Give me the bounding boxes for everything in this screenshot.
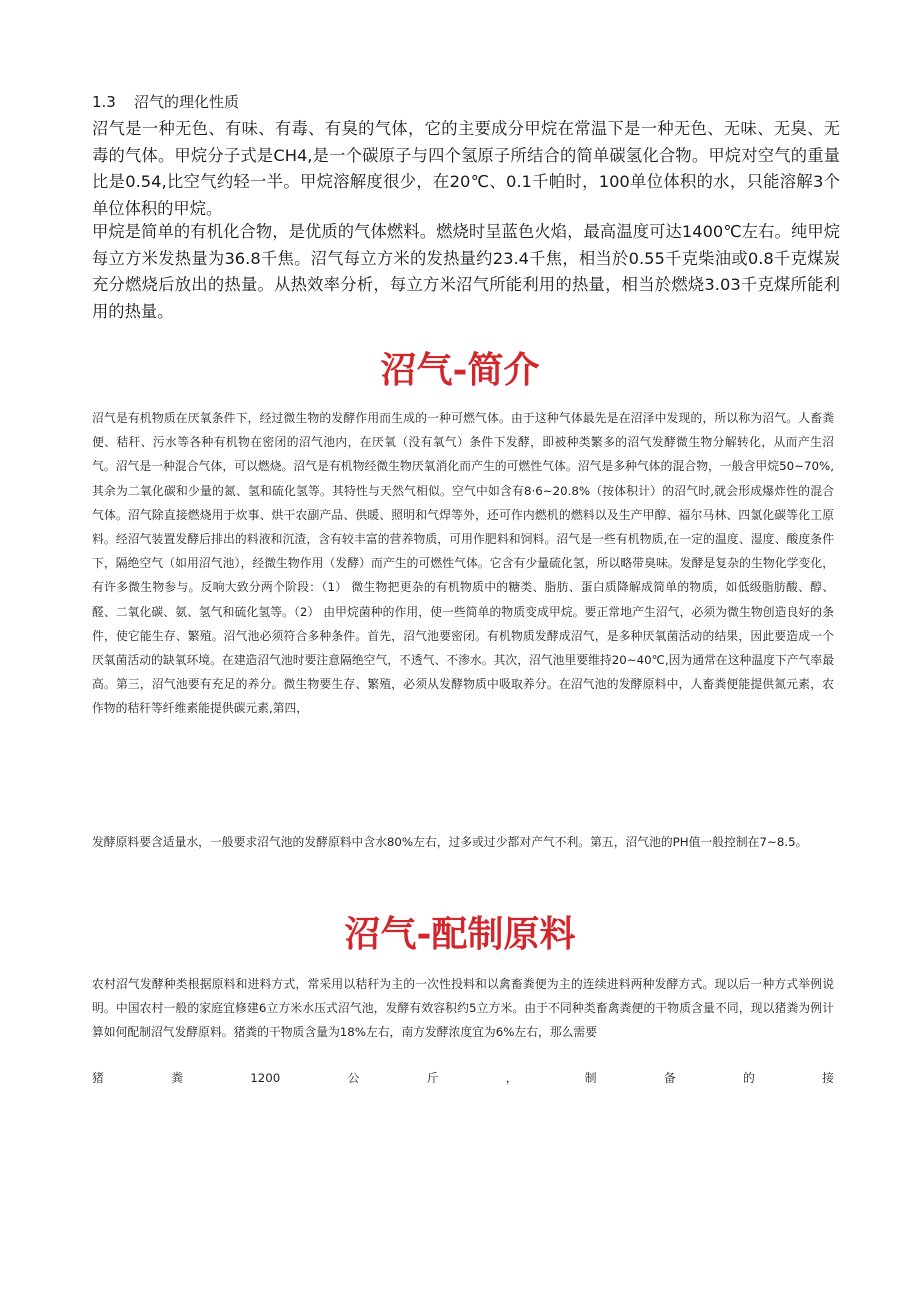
intro-paragraph: 沼气是有机物质在厌氧条件下，经过微生物的发酵作用而生成的一种可燃气体。由于这种气体最先是在沼泽中发现的，所以称为沼气。人畜粪便、秸秆、污水等各种有机物在密闭的沼气池内，在厌氧（没有氧气）条件下发酵，即被种类繁多的沼气发酵微生物分解转化，从而产生沼气。沼气是一种混合气体，可以燃烧。沼气是有机物经微生物厌氧消化而产生的可燃性气体。沼气是多种气体的混合物，一般含甲烷50~70%,其余为二氧化碳和少量的氮、氢和硫化氢等。其特性与天然气相似。空气中如含有8·6~20.8%（按体积计）的沼气时,就会形成爆炸性的混合气体。沼气除直接燃烧用于炊事、烘干农副产品、供暖、照明和气焊等外，还可作内燃机的燃料以及生产甲醇、福尔马林、四氯化碳等化工原料。经沼气装置发酵后排出的料液和沉渣，含有较丰富的营养物质，可用作肥料和饲料。沼气是一些有机物质,在一定的温度、湿度、酸度条件下，隔绝空气（如用沼气池），经微生物作用（发酵）而产生的可燃性气体。它含有少量硫化氢，所以略带臭味。发酵是复杂的生物化学变化，有许多微生物参与。反响大致分两个阶段：（1） 微生物把更杂的有机物质中的糖类、脂肪、蛋白质降解成简单的物质，如低级脂肪酸、醇、醛、二氧化碳、氨、氢气和硫化氢等。（2） 由甲烷菌种的作用，使一些简单的物质变成甲烷。要正常地产生沼气，必须为微生物创造良好的条件，使它能生存、繁殖。沼气池必须符合多种条件。首先，沼气池要密闭。有机物质发酵成沼气，是多种厌氧菌活动的结果，因此要造成一个厌氧菌活动的缺氧环境。在建造沼气池时要注意隔绝空气，不透气、不渗水。其次，沼气池里要维持20~40℃,因为通常在这种温度下产气率最高。第三，沼气池要有充足的养分。微生物要生存、繁殖，必须从发酵物质中吸取养分。在沼气池的发酵原料中，人畜粪便能提供氮元素，农作物的秸秆等纤维素能提供碳元素,第四， [92,411,834,716]
last-line-token: 猪 [92,1071,104,1085]
last-line-token: 接 [822,1071,834,1085]
section-heading-text: 沼气的理化性质 [134,93,240,111]
last-line-token: ， [505,1071,518,1085]
section-heading [92,92,239,112]
justified-last-line [92,1066,834,1090]
section-number: 1.3 [92,93,116,111]
intro-paragraph-water-ph: 发酵原料要含适量水，一般要求沼气池的发酵原料中含水80%左右，过多或过少都对产气不利。第五，沼气池的PH值一般控制在7~8.5。 [92,835,808,849]
last-line-token: 粪 [171,1071,183,1085]
last-line-token: 的 [742,1071,755,1085]
title-raw-materials: 沼气-配制原料 [344,913,576,955]
last-line-token: 制 [584,1071,597,1085]
lead-paragraph-combustion: 甲烷是简单的有机化合物，是优质的气体燃料。燃烧时呈蓝色火焰，最高温度可达1400℃左右。纯甲烷每立方米发热量为36.8千焦。沼气每立方米的发热量约23.4千焦，相当於0.55千克柴油或0.8千克煤炭充分燃烧后放出的热量。从热效率分析，每立方米沼气所能利用的热量，相当於燃烧3.03千克煤所能利用的热量。 [92,222,840,321]
last-line-token: 公 [347,1071,360,1085]
raw-materials-paragraph: 农村沼气发酵种类根据原料和进料方式，常采用以秸秆为主的一次性投料和以禽畜粪便为主的连续进料两种发酵方式。现以后一种方式举例说明。中国农村一般的家庭宜修建6立方米水压式沼气池，发酵有效容积约5立方米。由于不同种类畜禽粪便的干物质含量不同，现以猪粪为例计算如何配制沼气发酵原料。猪粪的干物质含量为18%左右，南方发酵浓度宜为6%左右，那么需要 [92,977,834,1040]
lead-paragraph-properties: 沼气是一种无色、有味、有毒、有臭的气体，它的主要成分甲烷在常温下是一种无色、无味、无臭、无毒的气体。甲烷分子式是CH4,是一个碳原子与四个氢原子所结合的简单碳氢化合物。甲烷对空气的重量比是0.54,比空气约轻一半。甲烷溶解度很少，在20℃、0.1千帕时，100单位体积的水，只能溶解3个单位体积的甲烷。 [92,119,840,218]
title-intro: 沼气-简介 [380,349,540,391]
last-line-token: 斤 [426,1071,439,1085]
last-line-token: 备 [663,1071,676,1085]
last-line-token: 1200 [250,1071,281,1085]
